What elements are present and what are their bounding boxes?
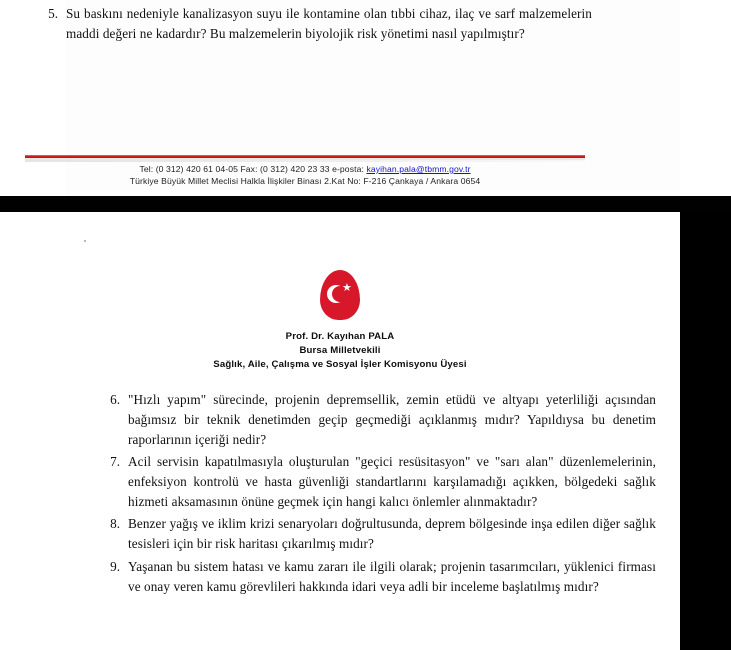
footer-contact-line [25,164,585,174]
document-page-two [0,212,680,650]
footer-address-line: Türkiye Büyük Millet Meclisi Halkla İlişkiler Binası 2.Kat No: F-216 Çankaya / Ankara 0654 [129,176,481,186]
signature-block [0,330,680,372]
question-text: "Hızlı yapım" sürecinde, projenin depremsellik, zemin etüdü ve altyapı yeterliliği açısından bağımsız bir teknik denetimden geçip geçmediği açıklanmış mıdır? Yapıldıysa bu denetim raporlarının içeriği nedir? [128,392,656,448]
question-text: Yaşanan bu sistem hatası ve kamu zararı ile ilgili olarak; projenin tasarımcıları, yüklenici firması ve onay veren kamu görevlileri hakkında idari veya adli bir inceleme başlatılmış mıdır? [128,558,656,594]
question-text: Su baskını nedeniyle kanalizasyon suyu ile kontamine olan tıbbi cihaz, ilaç ve sarf malzemelerin maddi değeri ne kadardır? Bu malzemelerin biyolojik risk yönetimi nasıl yapılmıştır? [66,6,592,42]
signatory-name: Prof. Dr. Kayıhan PALA [285,331,395,342]
question-number: 7. [110,454,120,470]
emblem-container [0,270,680,325]
list-item [96,557,656,597]
footer-email-link[interactable]: kayihan.pala@tbmm.gov.tr [366,164,471,174]
signatory-committee: Sağlık, Aile, Çalışma ve Sosyal İşler Komisyonu Üyesi [213,358,467,370]
question-number: 8. [110,516,120,532]
question-text: Benzer yağış ve iklim krizi senaryoları doğrultusunda, deprem bölgesinde inşa edilen diğer sağlık tesisleri için bir risk haritası çıkarılmış mıdır? [128,516,656,552]
question-number: 6. [110,392,120,407]
list-item [96,390,656,450]
signatory-title: Bursa Milletvekili [299,344,381,356]
page-two-question-list [96,390,656,599]
list-item [96,452,656,512]
question-number: 5. [48,6,58,21]
footer-divider-shadow [25,160,585,162]
turkish-crescent-star-emblem-icon [320,270,360,320]
list-item [32,4,592,44]
scan-speck [84,240,86,242]
footer-contact-text: Tel: (0 312) 420 61 04-05 Fax: (0 312) 420 23 33 e-posta: [139,164,367,174]
list-item [96,514,656,554]
document-page-one [0,0,731,205]
page-separator-gap [0,196,731,212]
page-one-question-list [32,4,592,46]
question-number: 9. [110,558,120,574]
question-text: Acil servisin kapatılmasıyla oluşturulan "geçici resüsitasyon" ve "sarı alan" düzenlemelerinin, enfeksiyon kontrolü ve hasta güvenliği standartlarını karşılamadığı açıkken, bölgedeki sağlık hizmeti aksamasının önüne geçmek için hangi kalıcı önlemler alınmaktadır? [128,454,656,510]
crescent-star-glyph [325,280,355,310]
